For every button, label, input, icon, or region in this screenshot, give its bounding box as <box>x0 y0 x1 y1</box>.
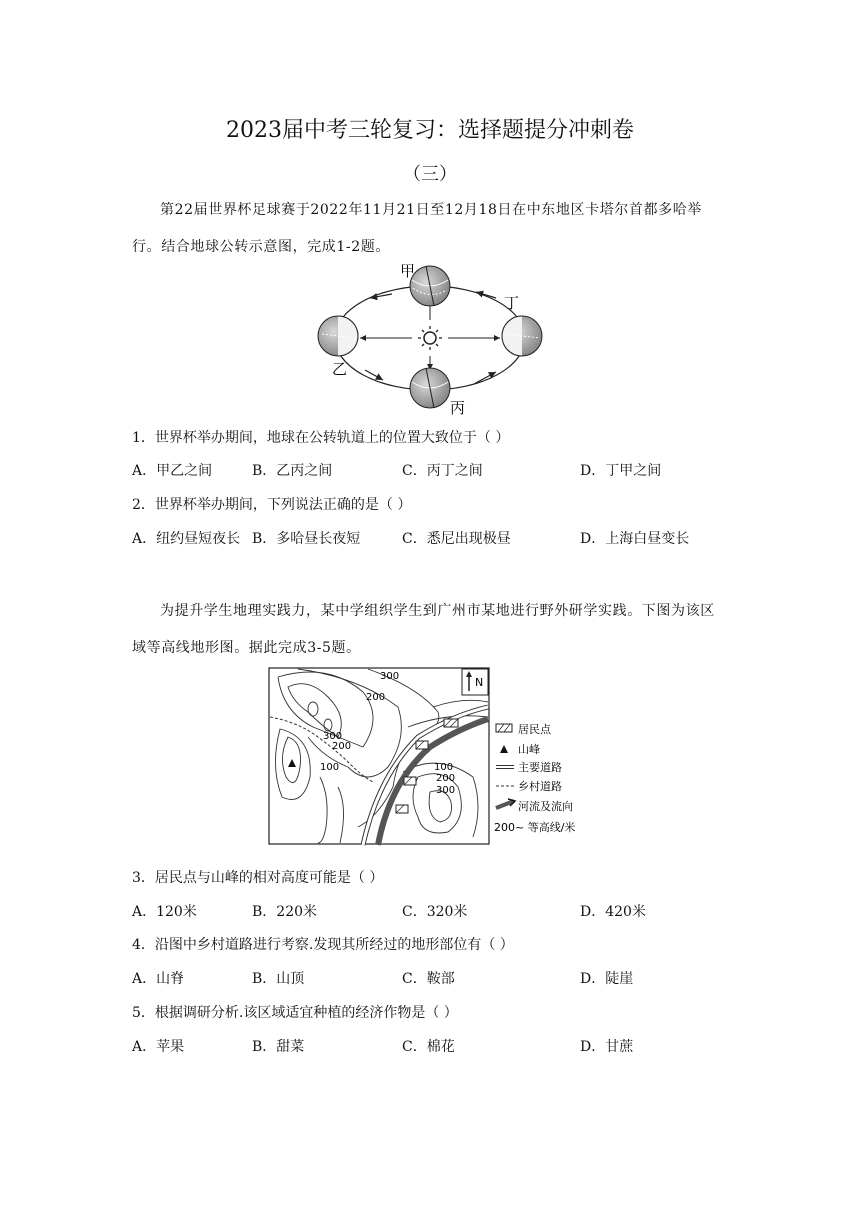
question-5-stem: 5．根据调研分析.该区域适宜种植的经济作物是（ ） <box>132 1005 458 1021</box>
q1-option-c[interactable]: C．丙丁之间 <box>402 463 483 479</box>
page-title: 2023届中考三轮复习：选择题提分冲刺卷 <box>226 118 634 143</box>
section1-intro-line1: 第22届世界杯足球赛于2022年11月21日至12月18日在中东地区卡塔尔首都多哈举 <box>160 202 702 218</box>
contour-label: 300 <box>436 785 456 796</box>
q2-option-b[interactable]: B．多哈昼长夜短 <box>252 531 361 547</box>
q2-option-d[interactable]: D．上海白昼变长 <box>580 531 690 547</box>
contour-label: 300 <box>323 731 343 742</box>
q4-option-c[interactable]: C．鞍部 <box>402 971 455 987</box>
legend-settlement: 居民点 <box>518 723 551 736</box>
contour-label: 300 <box>380 671 400 682</box>
contour-label: 100 <box>320 762 340 773</box>
contour-label: 100 <box>434 762 454 773</box>
section1-intro-line2: 行。结合地球公转示意图，完成1-2题。 <box>132 239 390 255</box>
contour-map <box>268 667 588 847</box>
question-4-stem: 4．沿图中乡村道路进行考察.发现其所经过的地形部位有（ ） <box>132 937 514 953</box>
question-1-stem: 1．世界杯举办期间，地球在公转轨道上的位置大致位于（ ） <box>132 430 510 446</box>
contour-label: 200 <box>366 692 386 703</box>
q1-option-b[interactable]: B．乙丙之间 <box>252 463 333 479</box>
earth-orbit-diagram <box>300 262 560 418</box>
legend-village-road: 乡村道路 <box>518 780 562 793</box>
legend-peak: 山峰 <box>518 743 540 756</box>
q4-option-d[interactable]: D．陡崖 <box>580 971 634 987</box>
map-legend <box>494 722 575 834</box>
label-yi: 乙 <box>332 360 348 378</box>
q3-option-d[interactable]: D．420米 <box>580 904 646 920</box>
question-2-stem: 2．世界杯举办期间，下列说法正确的是（ ） <box>132 497 412 513</box>
section2-intro-line2: 域等高线地形图。据此完成3-5题。 <box>132 640 361 656</box>
q5-option-a[interactable]: A．苹果 <box>132 1039 185 1055</box>
label-jia: 甲 <box>400 262 416 280</box>
orbit-arrow <box>474 372 496 384</box>
section2-intro-line1: 为提升学生地理实践力，某中学组织学生到广州市某地进行野外研学实践。下图为该区 <box>160 603 715 619</box>
q5-option-c[interactable]: C．棉花 <box>402 1039 455 1055</box>
settlement-icon <box>396 805 408 813</box>
label-ding: 丁 <box>504 294 520 312</box>
q3-option-b[interactable]: B．220米 <box>252 904 318 920</box>
earth-jia-icon <box>410 266 450 306</box>
legend-peak-icon <box>500 745 508 753</box>
page-subtitle: （三） <box>403 164 457 185</box>
q5-option-d[interactable]: D．甘蔗 <box>580 1039 634 1055</box>
q3-option-a[interactable]: A．120米 <box>132 904 197 920</box>
question-3-stem: 3．居民点与山峰的相对高度可能是（ ） <box>132 870 384 886</box>
q3-option-c[interactable]: C．320米 <box>402 904 468 920</box>
earth-bing-icon <box>410 368 450 408</box>
legend-contour: 200~ 等高线/米 <box>494 821 576 834</box>
legend-river: 河流及流向 <box>518 800 573 813</box>
settlement-icon <box>416 741 428 749</box>
q2-option-a[interactable]: A．纽约昼短夜长 <box>132 531 241 547</box>
earth-yi-icon <box>318 316 358 356</box>
orbit-arrow <box>476 292 496 298</box>
north-label: N <box>475 676 484 689</box>
q1-option-a[interactable]: A．甲乙之间 <box>132 463 213 479</box>
q4-option-a[interactable]: A．山脊 <box>132 971 185 987</box>
earth-ding-icon <box>502 316 542 356</box>
settlement-icon <box>404 777 416 785</box>
legend-main-road: 主要道路 <box>518 761 562 774</box>
label-bing: 丙 <box>450 399 466 417</box>
sun-icon <box>418 326 442 350</box>
q4-option-b[interactable]: B．山顶 <box>252 971 305 987</box>
q5-option-b[interactable]: B．甜菜 <box>252 1039 305 1055</box>
q2-option-c[interactable]: C．悉尼出现极昼 <box>402 531 511 547</box>
orbit-arrow <box>365 370 383 380</box>
contour-label: 200 <box>332 741 352 752</box>
q1-option-d[interactable]: D．丁甲之间 <box>580 463 662 479</box>
contour-label: 200 <box>436 773 456 784</box>
